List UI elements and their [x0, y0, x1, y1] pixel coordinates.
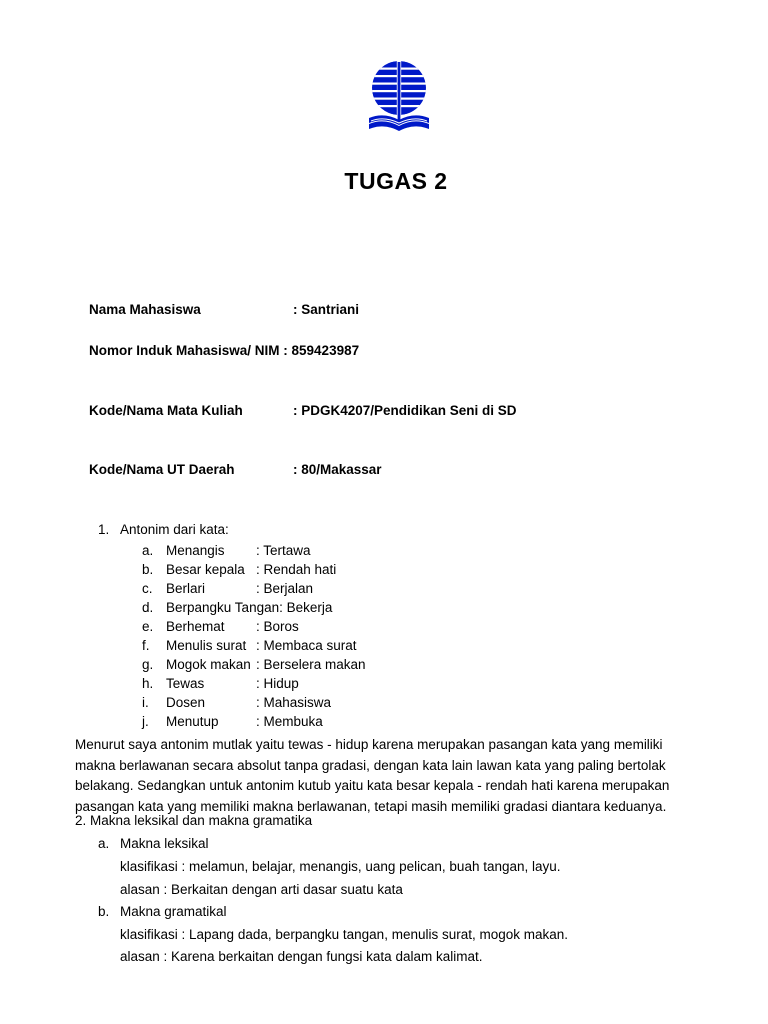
- list-item-word: Menulis surat: [166, 638, 247, 653]
- student-nim-row: [89, 343, 359, 358]
- list-item-antonym: : Membaca surat: [256, 638, 357, 653]
- subsection-b-alasan: alasan : Karena berkaitan dengan fungsi kata dalam kalimat.: [120, 949, 483, 964]
- list-item-word: Dosen: [166, 695, 206, 710]
- subsection-b-klasifikasi: klasifikasi : Lapang dada, berpangku tangan, menulis surat, mogok makan.: [120, 927, 569, 942]
- question-1-explanation: Menurut saya antonim mutlak yaitu tewas - hidup karena merupakan pasangan kata yang memiliki makna berlawanan secara absolut tanpa gradasi, dengan kata lain lawan kata yang paling bertolak belakang. Sedangkan untuk antonim kutub yaitu kata besar kepala - rendah hati karena merupakan pasangan kata yang memiliki makna berlawanan, tetapi masih memiliki gradasi diantara keduanya.: [75, 737, 670, 814]
- list-item-letter: h.: [142, 676, 154, 691]
- student-nim-line: Nomor Induk Mahasiswa/ NIM : 859423987: [89, 343, 360, 358]
- subsection-b-title: Makna gramatikal: [120, 904, 227, 919]
- list-item-antonym: : Rendah hati: [256, 562, 337, 577]
- student-name-label: Nama Mahasiswa: [89, 302, 201, 317]
- list-item-letter: c.: [142, 581, 153, 596]
- list-item-word: Berpangku Tangan: [166, 600, 280, 615]
- subsection-a-klasifikasi: klasifikasi : melamun, belajar, menangis, uang pelican, buah tangan, layu.: [120, 859, 561, 874]
- university-logo-icon: [366, 60, 432, 134]
- course-value: : PDGK4207/Pendidikan Seni di SD: [293, 403, 517, 418]
- list-item-letter: g.: [142, 657, 154, 672]
- region-label: Kode/Nama UT Daerah: [89, 462, 235, 477]
- list-item: [142, 712, 366, 731]
- list-item-letter: d.: [142, 600, 154, 615]
- subsection-a-title: Makna leksikal: [120, 836, 209, 851]
- list-item-word: Menutup: [166, 714, 219, 729]
- list-item: [142, 636, 366, 655]
- course-label: Kode/Nama Mata Kuliah: [89, 403, 243, 418]
- list-item-letter: f.: [142, 638, 150, 653]
- list-item-word: Mogok makan: [166, 657, 251, 672]
- list-item: [142, 674, 366, 693]
- list-item: [142, 579, 366, 598]
- list-item: [142, 617, 366, 636]
- list-item-antonym: : Bekerja: [279, 600, 333, 615]
- subsection-a-heading: [98, 836, 209, 851]
- list-item: [142, 560, 366, 579]
- list-item-word: Tewas: [166, 676, 205, 691]
- region-value: : 80/Makassar: [293, 462, 382, 477]
- list-item-antonym: : Boros: [256, 619, 299, 634]
- subsection-b-letter: b.: [98, 904, 110, 919]
- list-item-antonym: : Hidup: [256, 676, 299, 691]
- list-item-word: Berhemat: [166, 619, 225, 634]
- question-1-text: Antonim dari kata:: [120, 522, 229, 537]
- list-item: [142, 541, 366, 560]
- subsection-a-alasan: alasan : Berkaitan dengan arti dasar suatu kata: [120, 882, 403, 897]
- list-item-word: Berlari: [166, 581, 206, 596]
- region-row: [89, 462, 382, 477]
- subsection-a-letter: a.: [98, 836, 110, 851]
- subsection-b-heading: [98, 904, 227, 919]
- list-item: [142, 598, 366, 617]
- question-2-heading: 2. Makna leksikal dan makna gramatika: [75, 813, 313, 828]
- question-1-heading: [98, 522, 229, 537]
- list-item-letter: j.: [142, 714, 149, 729]
- list-item: [142, 693, 366, 712]
- list-item-letter: b.: [142, 562, 154, 577]
- list-item-antonym: : Tertawa: [256, 543, 311, 558]
- document-title: TUGAS 2: [344, 168, 448, 194]
- list-item-letter: a.: [142, 543, 154, 558]
- course-row: [89, 403, 517, 418]
- list-item-antonym: : Berjalan: [256, 581, 314, 596]
- antonym-list: [142, 541, 366, 731]
- student-name-value: : Santriani: [293, 302, 360, 317]
- list-item: [142, 655, 366, 674]
- list-item-word: Menangis: [166, 543, 225, 558]
- list-item-letter: e.: [142, 619, 154, 634]
- question-1-number: 1.: [98, 522, 110, 537]
- list-item-word: Besar kepala: [166, 562, 245, 577]
- list-item-antonym: : Berselera makan: [256, 657, 366, 672]
- list-item-antonym: : Membuka: [256, 714, 323, 729]
- list-item-antonym: : Mahasiswa: [256, 695, 332, 710]
- list-item-letter: i.: [142, 695, 149, 710]
- student-name-row: [89, 302, 359, 317]
